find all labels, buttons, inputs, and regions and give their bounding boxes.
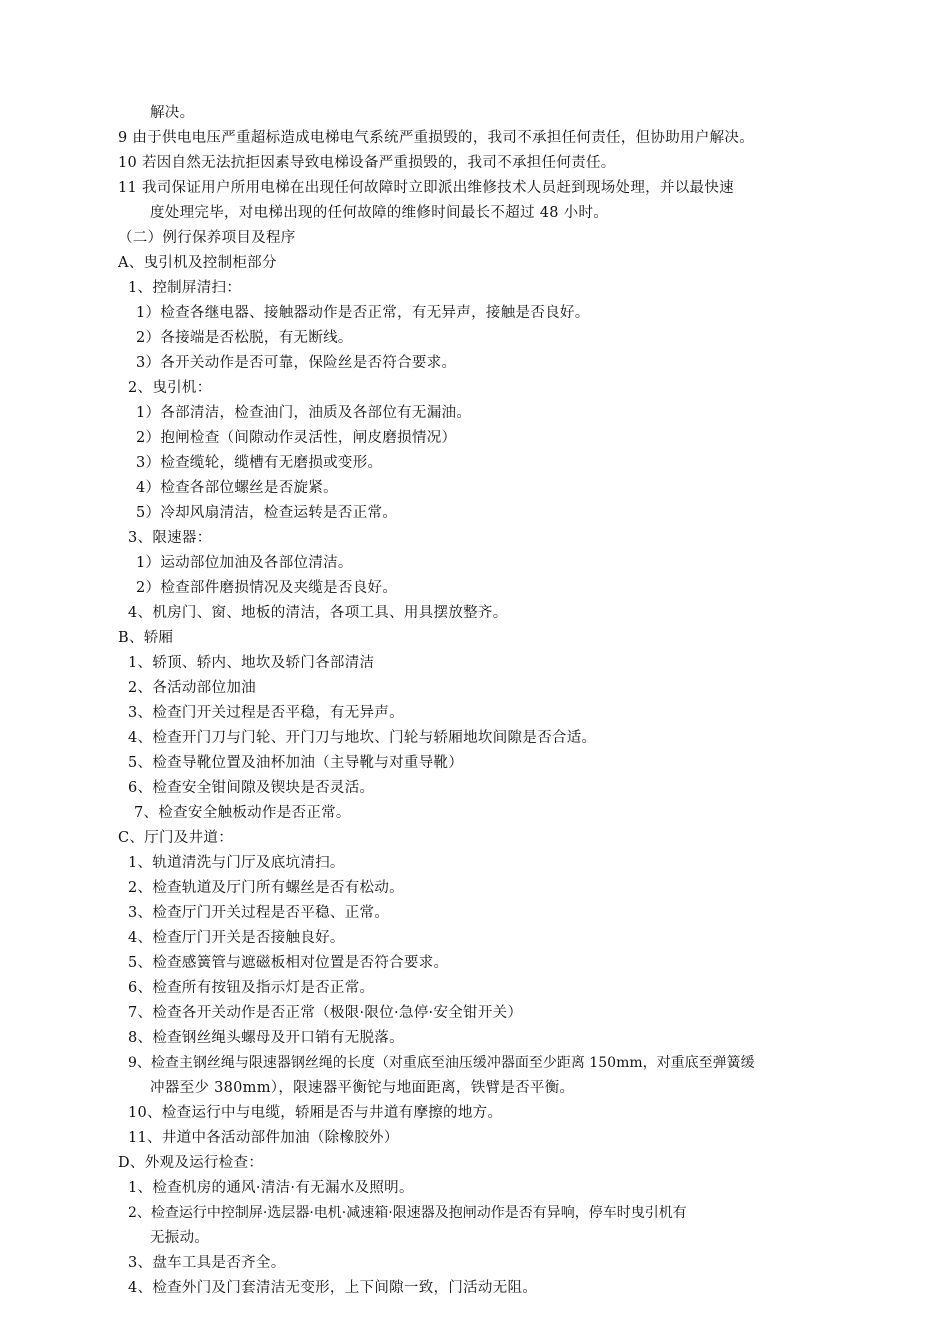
list-item: 2、检查轨道及厅门所有螺丝是否有松动。 xyxy=(128,880,404,896)
list-item: 1、检查机房的通风·清洁·有无漏水及照明。 xyxy=(128,1180,414,1196)
text-line: 解决。 xyxy=(150,105,195,121)
text-line: 度处理完毕，对电梯出现的任何故障的维修时间最长不超过 48 小时。 xyxy=(150,205,609,221)
section-heading: D、外观及运行检查： xyxy=(118,1155,264,1171)
list-item: 1）检查各继电器、接触器动作是否正常，有无异声，接触是否良好。 xyxy=(136,305,590,321)
list-item: 6、检查所有按钮及指示灯是否正常。 xyxy=(128,980,375,996)
list-item: 2）抱闸检查（间隙动作灵活性，闸皮磨损情况） xyxy=(136,430,457,446)
list-item: 9、检查主钢丝绳与限速器钢丝绳的长度（对重底至油压缓冲器面至少距离 150mm，对重底至弹簧缓 xyxy=(128,1055,755,1071)
list-item: 4）检查各部位螺丝是否旋紧。 xyxy=(136,480,338,496)
sub-heading: 2、曳引机： xyxy=(128,380,212,396)
list-item: 3）各开关动作是否可靠，保险丝是否符合要求。 xyxy=(136,355,457,371)
list-item: 3、检查厅门开关过程是否平稳、正常。 xyxy=(128,905,390,921)
list-item: 2）各接端是否松脱，有无断线。 xyxy=(136,330,353,346)
list-item: 5）冷却风扇清洁，检查运转是否正常。 xyxy=(136,505,398,521)
sub-heading: 3、限速器： xyxy=(128,530,212,546)
list-item: 7、检查安全触板动作是否正常。 xyxy=(134,805,351,821)
section-heading: B、轿厢 xyxy=(118,630,174,646)
list-item: 6、检查安全钳间隙及锲块是否灵活。 xyxy=(128,780,375,796)
list-item: 3、检查门开关过程是否平稳，有无异声。 xyxy=(128,705,404,721)
list-item: 4、检查厅门开关是否接触良好。 xyxy=(128,930,345,946)
list-item: 4、检查开门刀与门轮、开门刀与地坎、门轮与轿厢地坎间隙是否合适。 xyxy=(128,730,597,746)
section-heading: C、厅门及井道： xyxy=(118,830,233,846)
list-item: 2、各活动部位加油 xyxy=(128,680,256,696)
list-item-continued: 冲器至少 380mm），限速器平衡铊与地面距离，铁臂是否平衡。 xyxy=(150,1080,575,1096)
section-heading: A、曳引机及控制柜部分 xyxy=(118,255,277,271)
list-item: 1）运动部位加油及各部位清洁。 xyxy=(136,555,353,571)
list-item: 4、机房门、窗、地板的清洁，各项工具、用具摆放整齐。 xyxy=(128,605,508,621)
list-item: 8、检查钢丝绳头螺母及开口销有无脱落。 xyxy=(128,1030,404,1046)
list-item: 1）各部清洁，检查油门，油质及各部位有无漏油。 xyxy=(136,405,472,421)
list-item: 10、检查运行中与电缆，轿厢是否与井道有摩擦的地方。 xyxy=(128,1105,503,1121)
list-item: 1、轨道清洗与门厅及底坑清扫。 xyxy=(128,855,345,871)
list-item: 3）检查缆轮，缆槽有无磨损或变形。 xyxy=(136,455,383,471)
list-item: 2）检查部件磨损情况及夹缆是否良好。 xyxy=(136,580,398,596)
sub-heading: 1、控制屏清扫： xyxy=(128,280,242,296)
list-item: 11、井道中各活动部件加油（除橡胶外） xyxy=(128,1130,399,1146)
section-heading: （二）例行保养项目及程序 xyxy=(118,230,296,246)
list-item-continued: 无振动。 xyxy=(150,1230,210,1246)
list-item: 3、盘车工具是否齐全。 xyxy=(128,1255,286,1271)
list-item: 2、检查运行中控制屏·选层器·电机·减速箱·限速器及抱闸动作是否有异响，停车时曳引机有 xyxy=(128,1205,687,1221)
list-item: 5、检查感簧管与遮磁板相对位置是否符合要求。 xyxy=(128,955,449,971)
text-line: 10 若因自然无法抗拒因素导致电梯设备严重损毁的，我司不承担任何责任。 xyxy=(118,155,616,171)
text-line: 11 我司保证用户所用电梯在出现任何故障时立即派出维修技术人员赶到现场处理，并以最快速 xyxy=(118,180,734,196)
list-item: 4、检查外门及门套清洁无变形，上下间隙一致，门活动无阻。 xyxy=(128,1280,538,1296)
text-line: 9 由于供电电压严重超标造成电梯电气系统严重损毁的，我司不承担任何责任，但协助用户解决。 xyxy=(118,130,755,146)
list-item: 1、轿顶、轿内、地坎及轿门各部清洁 xyxy=(128,655,375,671)
list-item: 5、检查导靴位置及油杯加油（主导靴与对重导靴） xyxy=(128,755,464,771)
list-item: 7、检查各开关动作是否正常（极限·限位·急停·安全钳开关） xyxy=(128,1005,523,1021)
